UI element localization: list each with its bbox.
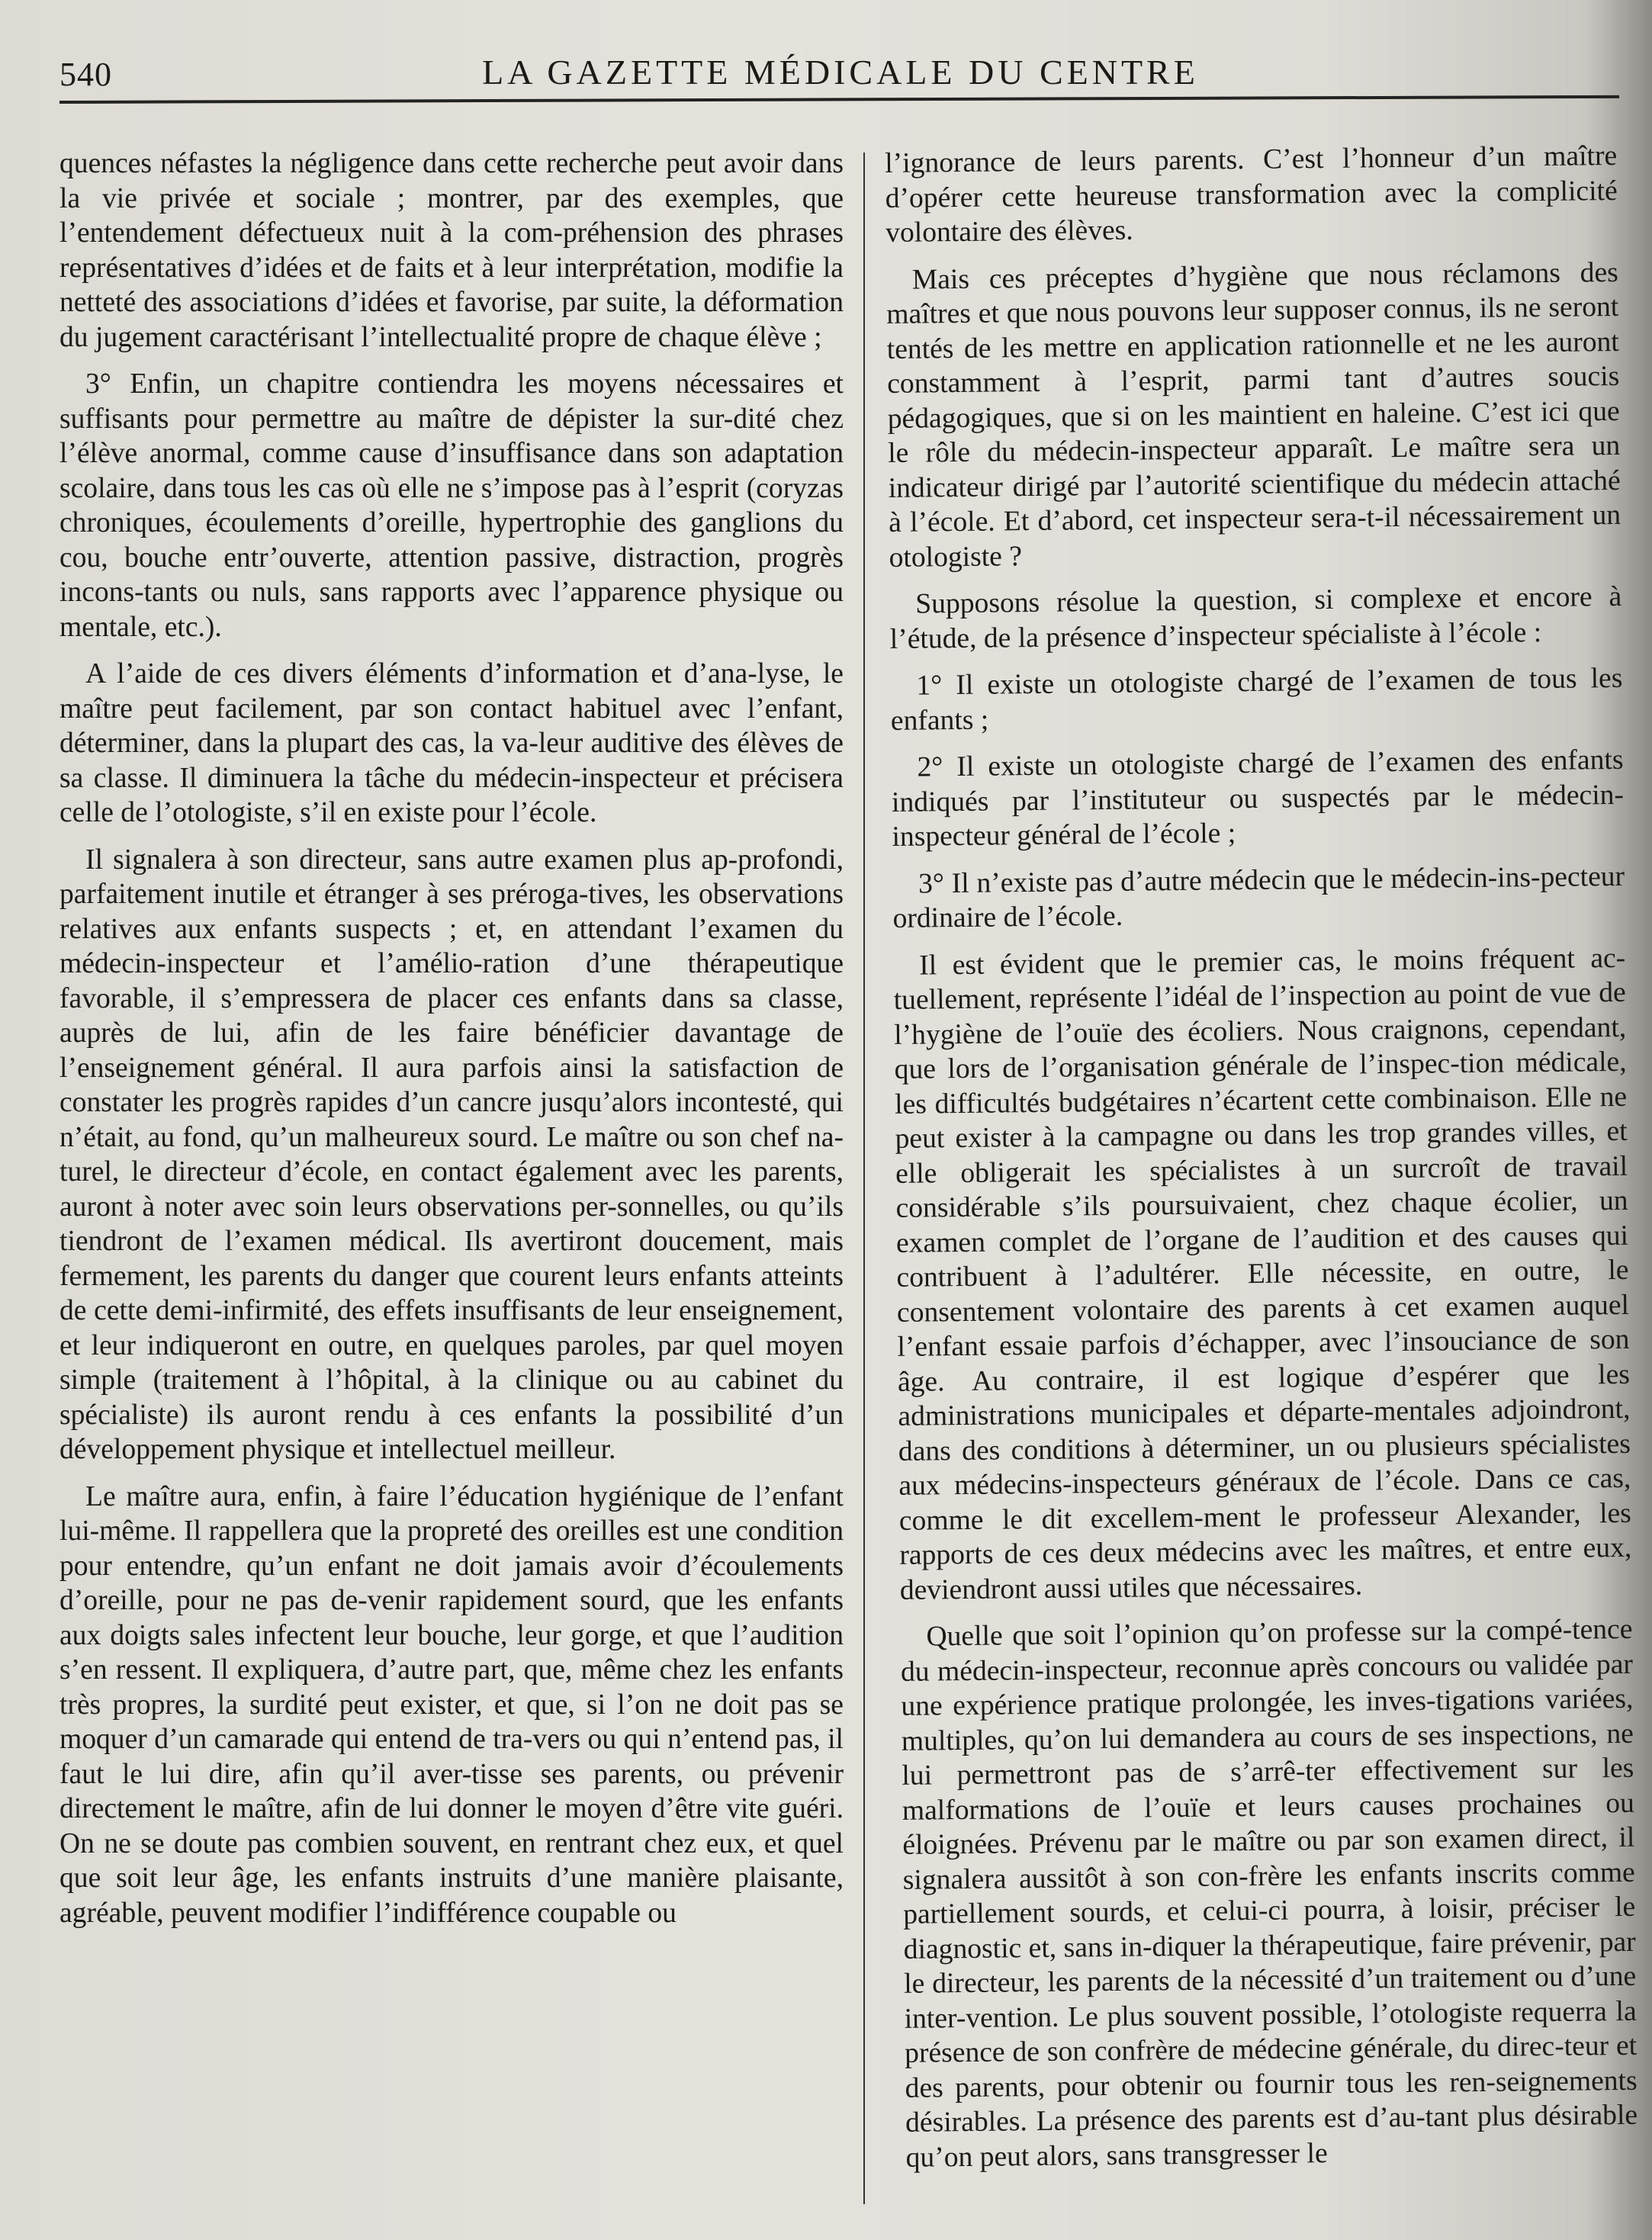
right-column: [885, 139, 1638, 2206]
left-paragraph-1: quences néfastes la négligence dans cette recherche peut avoir dans la vie privée et sociale ; montrer, par des exemples, que l’entendement défectueux nuit à la com-préhension des phrases représentatives d’idées et de faits et à leur interprétation, modifie la netteté des associations d’idées et favorise, par suite, la déformation du jugement caractérisant l’intellectualité propre de chaque élève ;: [59, 148, 844, 353]
left-column: [59, 146, 844, 2206]
right-paragraph-5: 2° Il existe un otologiste chargé de l’examen des enfants indiqués par l’instituteur ou suspectés par le médecin-inspecteur général de l’école ;: [891, 744, 1625, 853]
right-paragraph-7: Il est évident que le premier cas, le moins fréquent ac-tuellement, représente l’idéal de l’inspection au point de vue de l’hygiène de l’ouïe des écoliers. Nous craignons, cependant, que lors de l’organisation générale de l’inspec-tion médicale, les difficultés budgétaires n’écartent cette combinaison. Elle ne peut exister à la campagne ou dans les trop grandes villes, et elle obligerait les spécialistes à un surcroît de travail considérable s’ils poursuivaient, chez chaque écolier, un examen complet de l’organe de l’audition et des causes qui contribuent à l’adultérer. Elle nécessite, en outre, le consentement volontaire des parents à cet examen auquel l’enfant essaie parfois d’échapper, avec l’insouciance de son âge. Au contraire, il est logique d’espérer que les administrations municipales et départe-mentales adjoindront, dans des conditions à déterminer, un ou plusieurs spécialistes aux médecins-inspecteurs généraux de l’école. Dans ce cas, comme le dit excellem-ment le professeur Alexander, les rapports de ces deux médecins avec les maîtres, et entre eux, deviendront aussi utiles que nécessaires.: [893, 942, 1632, 1606]
right-paragraph-8: Quelle que soit l’opinion qu’on professe sur la compé-tence du médecin-inspecteur, reconnue après concours ou validée par une expérience pratique prolongée, les inves-tigations variées, multiples, qu’on lui demandera au cours de ses inspections, ne lui permettront pas de s’arrê-ter effectivement sur les malformations de l’ouïe et leurs causes prochaines ou éloignées. Prévenu par le maître ou par son examen direct, il signalera aussitôt à son con-frère les enfants inscrits comme partiellement sourds, et celui-ci pourra, à loisir, préciser le diagnostic et, sans in-diquer la thérapeutique, faire prévenir, par le directeur, les parents de la nécessité d’un traitement ou d’une inter-vention. Le plus souvent possible, l’otologiste requerra la présence de son confrère de médecine générale, du direc-teur et des parents, pour obtenir ou fournir tous les ren-seignements désirables. La présence des parents est d’au-tant plus désirable qu’on peut alors, sans transgresser le: [900, 1613, 1638, 2174]
page-header: [59, 49, 1621, 102]
left-paragraph-4: Il signalera à son directeur, sans autre examen plus ap-profondi, parfaitement inutile et étranger à ses préroga-tives, les observations relatives aux enfants suspects ; et, en attendant l’examen du médecin-inspecteur et l’amélio-ration d’une thérapeutique favorable, il s’empressera de placer ces enfants dans sa classe, auprès de lui, afin de les faire bénéficier davantage de l’enseignement général. Il aura parfois ainsi la satisfaction de constater les progrès rapides d’un cancre jusqu’alors incontesté, qui n’était, au fond, qu’un malheureux sourd. Le maître ou son chef na-turel, le directeur d’école, en contact également avec les parents, auront à noter avec soin leurs observations per-sonnelles, ou qu’ils tiendront de l’examen médical. Ils avertiront doucement, mais fermement, les parents du danger que courent leurs enfants atteints de cette demi-infirmité, des effets insuffisants de leur enseignement, et leur indiqueront en outre, en quelques paroles, par quel moyen simple (traitement à l’hôpital, à la clinique ou au cabinet du spécialiste) ils auront rendu à ces enfants la possibilité d’un développement physique et intellectuel meilleur.: [59, 844, 844, 1465]
left-paragraph-2: 3° Enfin, un chapitre contiendra les moyens nécessaires et suffisants pour permettre au maître de dépister la sur-dité chez l’élève anormal, comme cause d’insuffisance dans son adaptation scolaire, dans tous les cas où elle ne s’impose pas à l’esprit (coryzas chroniques, écoulements d’oreille, hypertrophie des ganglions du cou, bouche entr’ouverte, attention passive, distraction, progrès incons-tants ou nuls, sans rapports avec l’apparence physique ou mentale, etc.).: [59, 368, 844, 643]
left-paragraph-3: A l’aide de ces divers éléments d’information et d’ana-lyse, le maître peut facilement, par son contact habituel avec l’enfant, déterminer, dans la plupart des cas, la va-leur auditive des élèves de sa classe. Il diminuera la tâche du médecin-inspecteur et précisera celle de l’otologiste, s’il en existe pour l’école.: [59, 658, 844, 828]
page-number: 540: [59, 56, 112, 93]
right-paragraph-3: Supposons résolue la question, si complexe et encore à l’étude, de la présence d’inspecteur spécialiste à l’école :: [889, 580, 1622, 655]
right-paragraph-2: Mais ces préceptes d’hygiène que nous réclamons des maîtres et que nous pouvons leur supposer connus, ils ne seront tentés de les mettre en application rationnelle et ne les auront constamment à l’esprit, parmi tant d’autres soucis pédagogiques, que si on les maintient en haleine. C’est ici que le rôle du médecin-inspecteur apparaît. Le maître sera un indicateur dirigé par l’autorité scientifique du médecin attaché à l’école. Et d’abord, cet inspecteur sera-t-il nécessairement un otologiste ?: [886, 256, 1621, 574]
right-paragraph-6: 3° Il n’existe pas d’autre médecin que le médecin-ins-pecteur ordinaire de l’école.: [892, 860, 1625, 934]
right-paragraph-4: 1° Il existe un otologiste chargé de l’examen de tous les enfants ;: [890, 662, 1623, 737]
right-paragraph-1: l’ignorance de leurs parents. C’est l’honneur d’un maître d’opérer cette heureuse transformation avec la complicité volontaire des élèves.: [885, 140, 1618, 249]
column-divider: [863, 153, 865, 2204]
left-paragraph-5: Le maître aura, enfin, à faire l’éducation hygiénique de l’enfant lui-même. Il rappellera que la propreté des oreilles est une condition pour entendre, qu’un enfant ne doit jamais avoir d’écoulements d’oreille, pour ne pas de-venir rapidement sourd, que les enfants aux doigts sales infectent leur bouche, leur gorge, et que l’audition s’en ressent. Il expliquera, d’autre part, que, même chez les enfants très propres, la surdité peut exister, et que, si l’on ne doit pas se moquer d’un camarade qui entend de tra-vers ou qui n’entend pas, il faut le lui dire, afin qu’il aver-tisse ses parents, ou prévenir directement le maître, afin de lui donner le moyen d’être vite guéri. On ne se doute pas combien souvent, en rentrant chez eux, et quel que soit leur âge, les enfants instruits d’une manière plaisante, agréable, peuvent modifier l’indifférence coupable ou: [59, 1480, 844, 1929]
running-title: LA GAZETTE MÉDICALE DU CENTRE: [482, 53, 1199, 92]
